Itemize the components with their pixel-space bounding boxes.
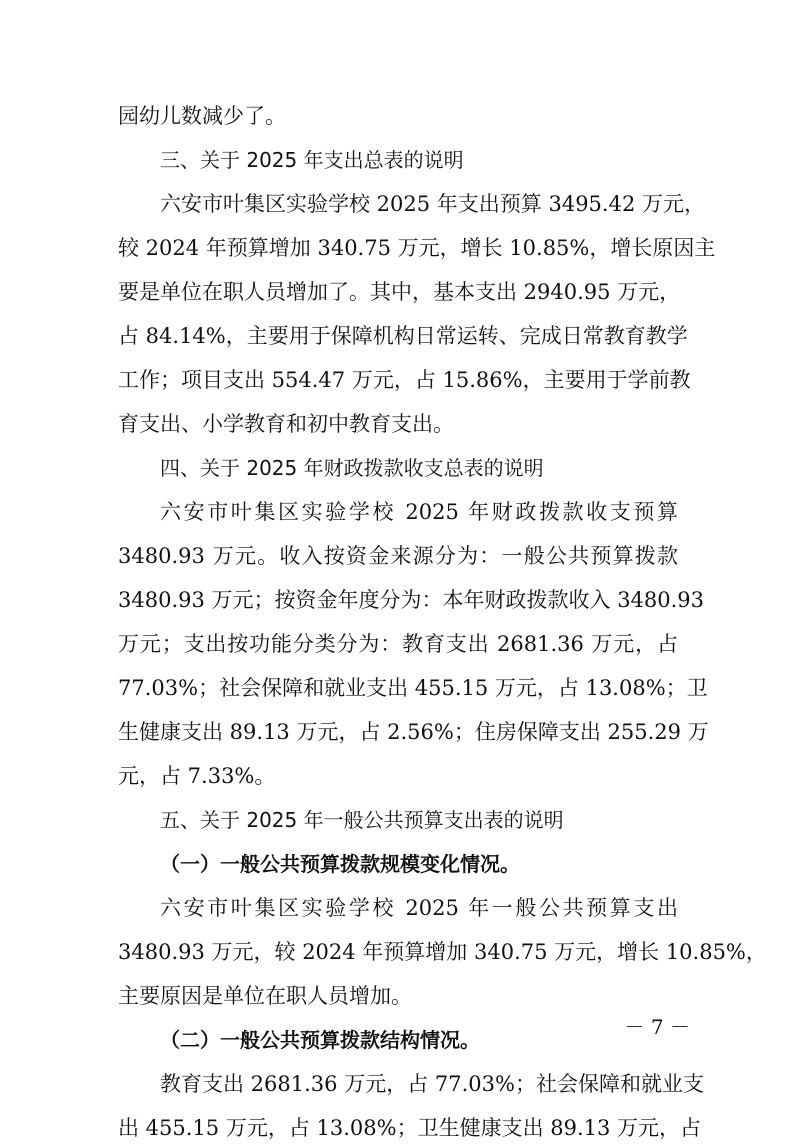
paragraph-line: 六安市叶集区实验学校 2025 年支出预算 3495.42 万元， — [160, 192, 705, 216]
paragraph-line: 3480.93 万元；按资金年度分为：本年财政拨款收入 3480.93 — [118, 588, 705, 612]
paragraph-line: 园幼儿数减少了。 — [118, 104, 286, 128]
subsection-heading-scale-change: （一）一般公共预算拨款规模变化情况。 — [160, 852, 520, 876]
page-number: － 7 － — [624, 1015, 690, 1039]
paragraph-line: 六安市叶集区实验学校 2025 年财政拨款收支预算 — [160, 500, 678, 524]
subsection-heading-structure: （二）一般公共预算拨款结构情况。 — [160, 1028, 480, 1052]
section-heading-fiscal-allocation: 四、关于 2025 年财政拨款收支总表的说明 — [160, 456, 544, 480]
paragraph-line: 占 84.14%，主要用于保障机构日常运转、完成日常教育教学 — [118, 324, 688, 348]
paragraph-line: 主要原因是单位在职人员增加。 — [118, 984, 412, 1008]
paragraph-line: 3480.93 万元。收入按资金来源分为：一般公共预算拨款 — [118, 544, 678, 568]
paragraph-line: 工作；项目支出 554.47 万元，占 15.86%，主要用于学前教 — [118, 368, 691, 392]
paragraph-line: 3480.93 万元，较 2024 年预算增加 340.75 万元，增长 10.85%， — [118, 940, 767, 964]
paragraph-line: 77.03%；社会保障和就业支出 455.15 万元，占 13.08%；卫 — [118, 676, 708, 700]
paragraph-line: 万元；支出按功能分类分为：教育支出 2681.36 万元，占 — [118, 632, 678, 656]
section-heading-general-budget: 五、关于 2025 年一般公共预算支出表的说明 — [160, 808, 564, 832]
paragraph-line: 较 2024 年预算增加 340.75 万元，增长 10.85%，增长原因主 — [118, 236, 716, 260]
paragraph-line: 生健康支出 89.13 万元，占 2.56%；住房保障支出 255.29 万 — [118, 720, 709, 744]
paragraph-line: 要是单位在职人员增加了。其中，基本支出 2940.95 万元， — [118, 280, 681, 304]
paragraph-line: 六安市叶集区实验学校 2025 年一般公共预算支出 — [160, 896, 678, 920]
section-heading-expenditure-summary: 三、关于 2025 年支出总表的说明 — [160, 148, 464, 172]
paragraph-line: 出 455.15 万元，占 13.08%；卫生健康支出 89.13 万元，占 — [118, 1116, 702, 1140]
paragraph-line: 元，占 7.33%。 — [118, 764, 276, 788]
paragraph-line: 育支出、小学教育和初中教育支出。 — [118, 412, 454, 436]
paragraph-line: 教育支出 2681.36 万元，占 77.03%；社会保障和就业支 — [160, 1072, 704, 1096]
